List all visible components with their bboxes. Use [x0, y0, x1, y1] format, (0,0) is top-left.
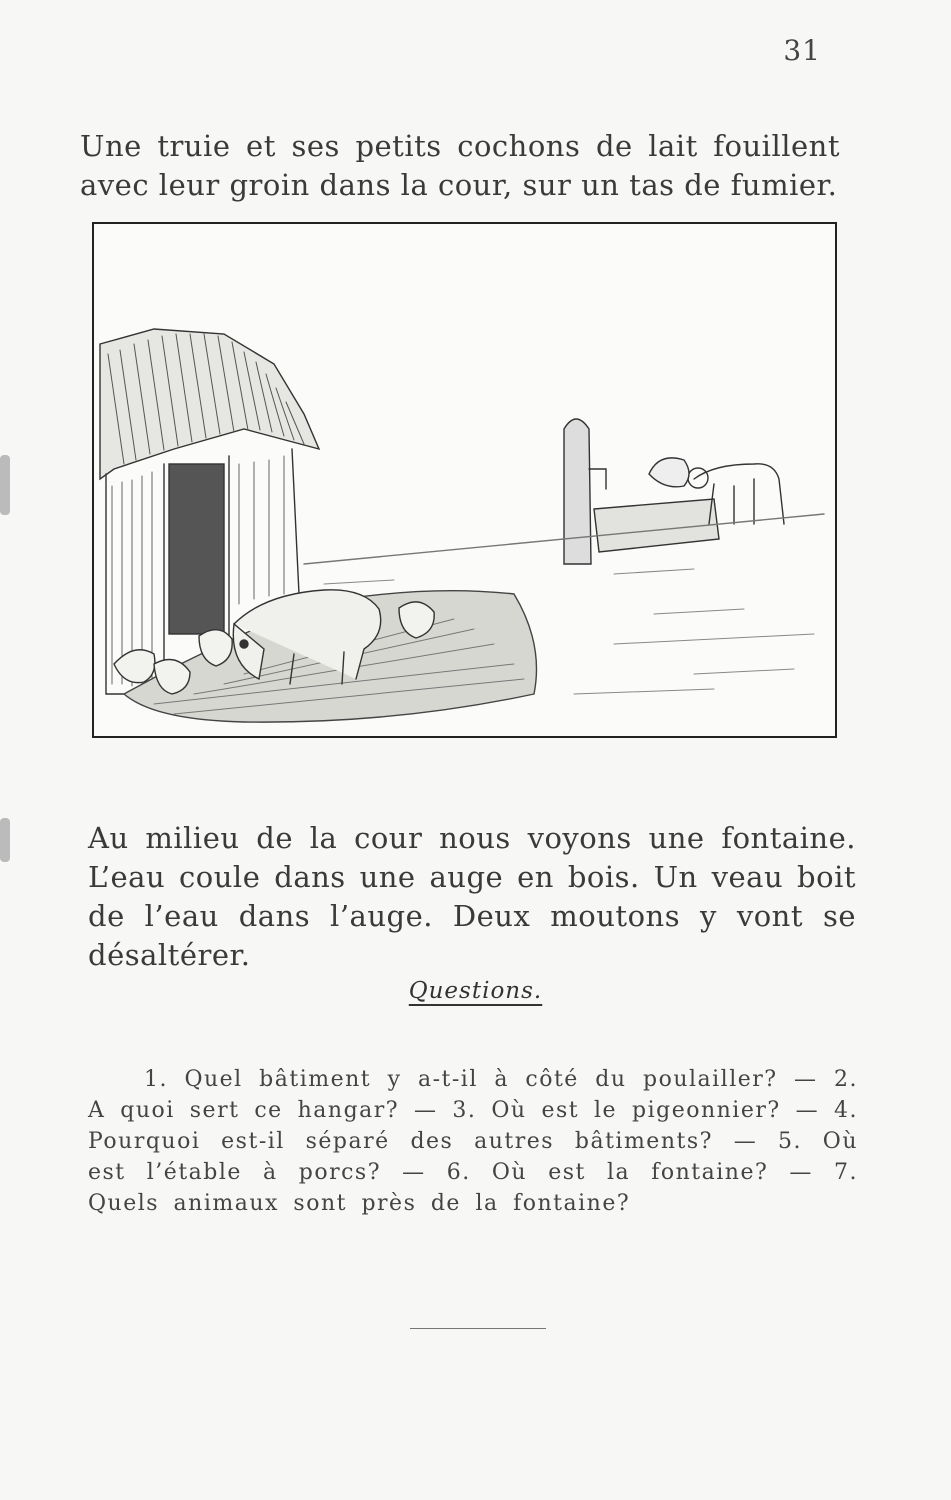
paragraph-intro: Une truie et ses petits cochons de lait fouillent avec leur groin dans la cour, sur un tas de fumier.	[80, 129, 840, 202]
margin-mark	[0, 455, 10, 515]
end-rule	[410, 1328, 546, 1329]
farmyard-illustration	[92, 222, 837, 738]
questions-heading-text: Questions.	[408, 978, 543, 1004]
margin-mark	[0, 818, 10, 862]
paragraph-fountain	[88, 819, 856, 975]
questions-list: 1. Quel bâtiment y a-t-il à côté du poulailler? — 2. A quoi sert ce hangar? — 3. Où est le pigeonnier? — 4. Pourquoi est-il séparé des autres bâtiments? — 5. Où est l’étable à porcs? — 6. Où est la fontaine? — 7. Quels animaux sont près de la fontaine?	[88, 1067, 858, 1216]
page-number: 31	[783, 34, 821, 67]
questions-heading	[0, 978, 951, 1004]
farmyard-engraving	[94, 224, 835, 736]
paragraph-fountain-text: Au milieu de la cour nous voyons une fontaine. L’eau coule dans une auge en bois. Un veau boit de l’eau dans l’auge. Deux moutons y vont se désaltérer.	[88, 821, 856, 972]
